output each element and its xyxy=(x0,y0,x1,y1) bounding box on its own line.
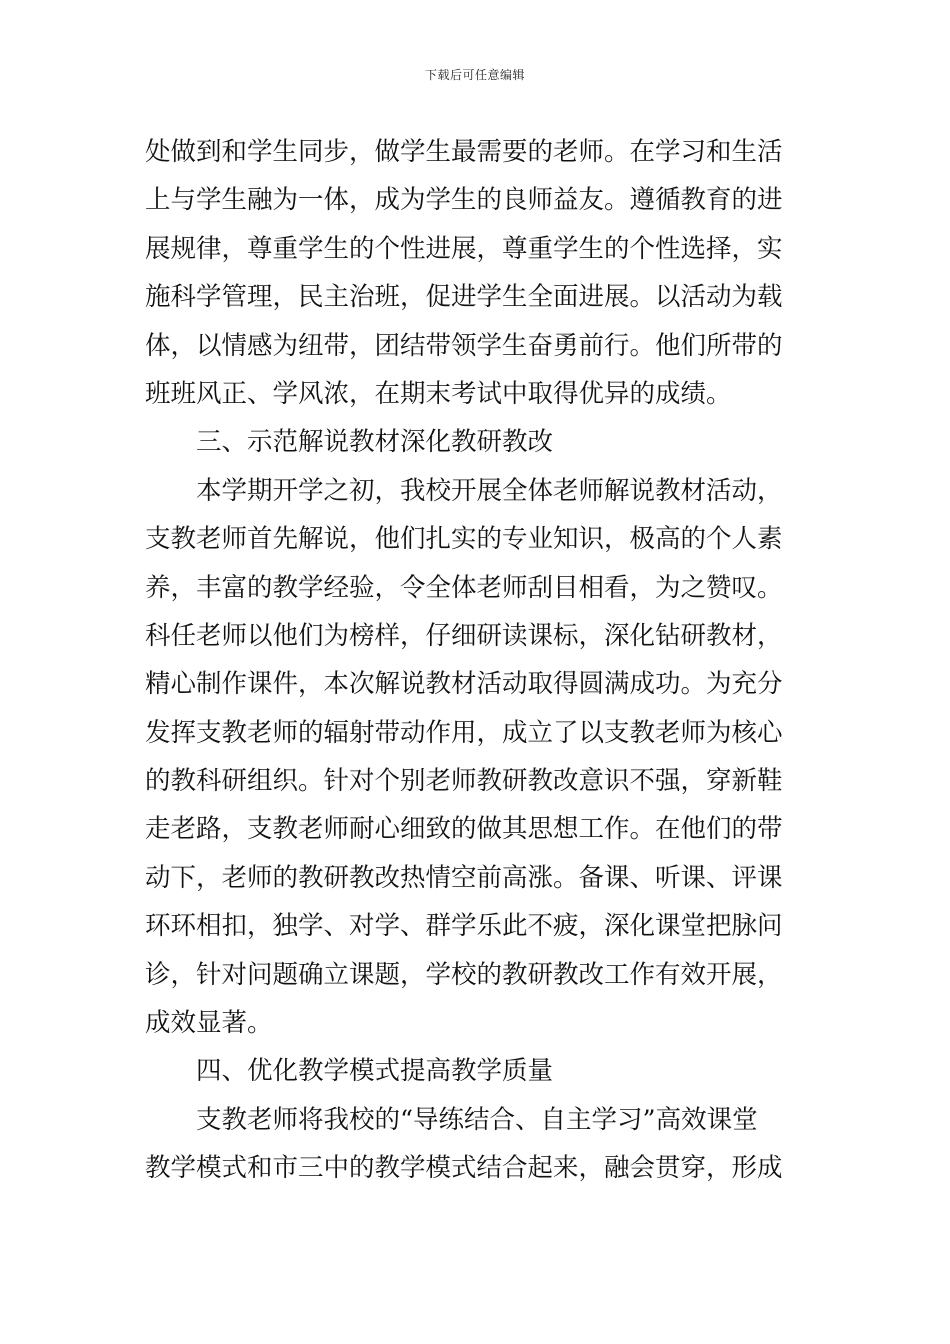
text-line: 发挥支教老师的辐射带动作用，成立了以支教老师为核心 xyxy=(145,717,783,748)
text-line: 上与学生融为一体，成为学生的良师益友。遵循教育的进 xyxy=(145,185,783,216)
text-line: 诊，针对问题确立课题，学校的教研教改工作有效开展， xyxy=(145,959,783,990)
text-line: 支教老师首先解说，他们扎实的专业知识，极高的个人素 xyxy=(145,524,783,555)
text-line: 处做到和学生同步，做学生最需要的老师。在学习和生活 xyxy=(145,137,783,167)
section-heading: 三、示范解说教材深化教研教改 xyxy=(196,427,554,458)
text-line: 养，丰富的教学经验，令全体老师刮目相看，为之赞叹。 xyxy=(145,572,783,603)
text-line: 走老路，支教老师耐心细致的做其思想工作。在他们的带 xyxy=(145,814,783,845)
text-line: 的教科研组织。针对个别老师教研教改意识不强，穿新鞋 xyxy=(145,766,783,797)
text-line: 精心制作课件，本次解说教材活动取得圆满成功。为充分 xyxy=(145,669,783,700)
text-line: 体，以情感为纽带，团结带领学生奋勇前行。他们所带的 xyxy=(145,330,783,361)
paragraph-start: 支教老师将我校的“导练结合、自主学习”高效课堂 xyxy=(196,1104,758,1135)
paragraph-start: 本学期开学之初，我校开展全体老师解说教材活动， xyxy=(196,475,783,506)
text-line: 科任老师以他们为榜样，仔细研读课标，深化钻研教材， xyxy=(145,620,783,651)
section-heading: 四、优化教学模式提高教学质量 xyxy=(196,1056,554,1087)
text-line: 施科学管理，民主治班，促进学生全面进展。以活动为载 xyxy=(145,282,783,313)
text-line: 教学模式和市三中的教学模式结合起来，融会贯穿，形成 xyxy=(145,1153,783,1184)
text-line: 成效显著。 xyxy=(145,1008,273,1039)
header-note: 下载后可任意编辑 xyxy=(424,68,525,82)
text-line: 班班风正、学风浓，在期末考试中取得优异的成绩。 xyxy=(145,378,732,409)
text-line: 动下，老师的教研教改热情空前高涨。备课、听课、评课 xyxy=(145,862,783,893)
document-body xyxy=(145,128,809,1193)
text-line: 展规律，尊重学生的个性进展，尊重学生的个性选择，实 xyxy=(145,233,783,264)
text-line: 环环相扣，独学、对学、群学乐此不疲，深化课堂把脉问 xyxy=(145,911,783,942)
